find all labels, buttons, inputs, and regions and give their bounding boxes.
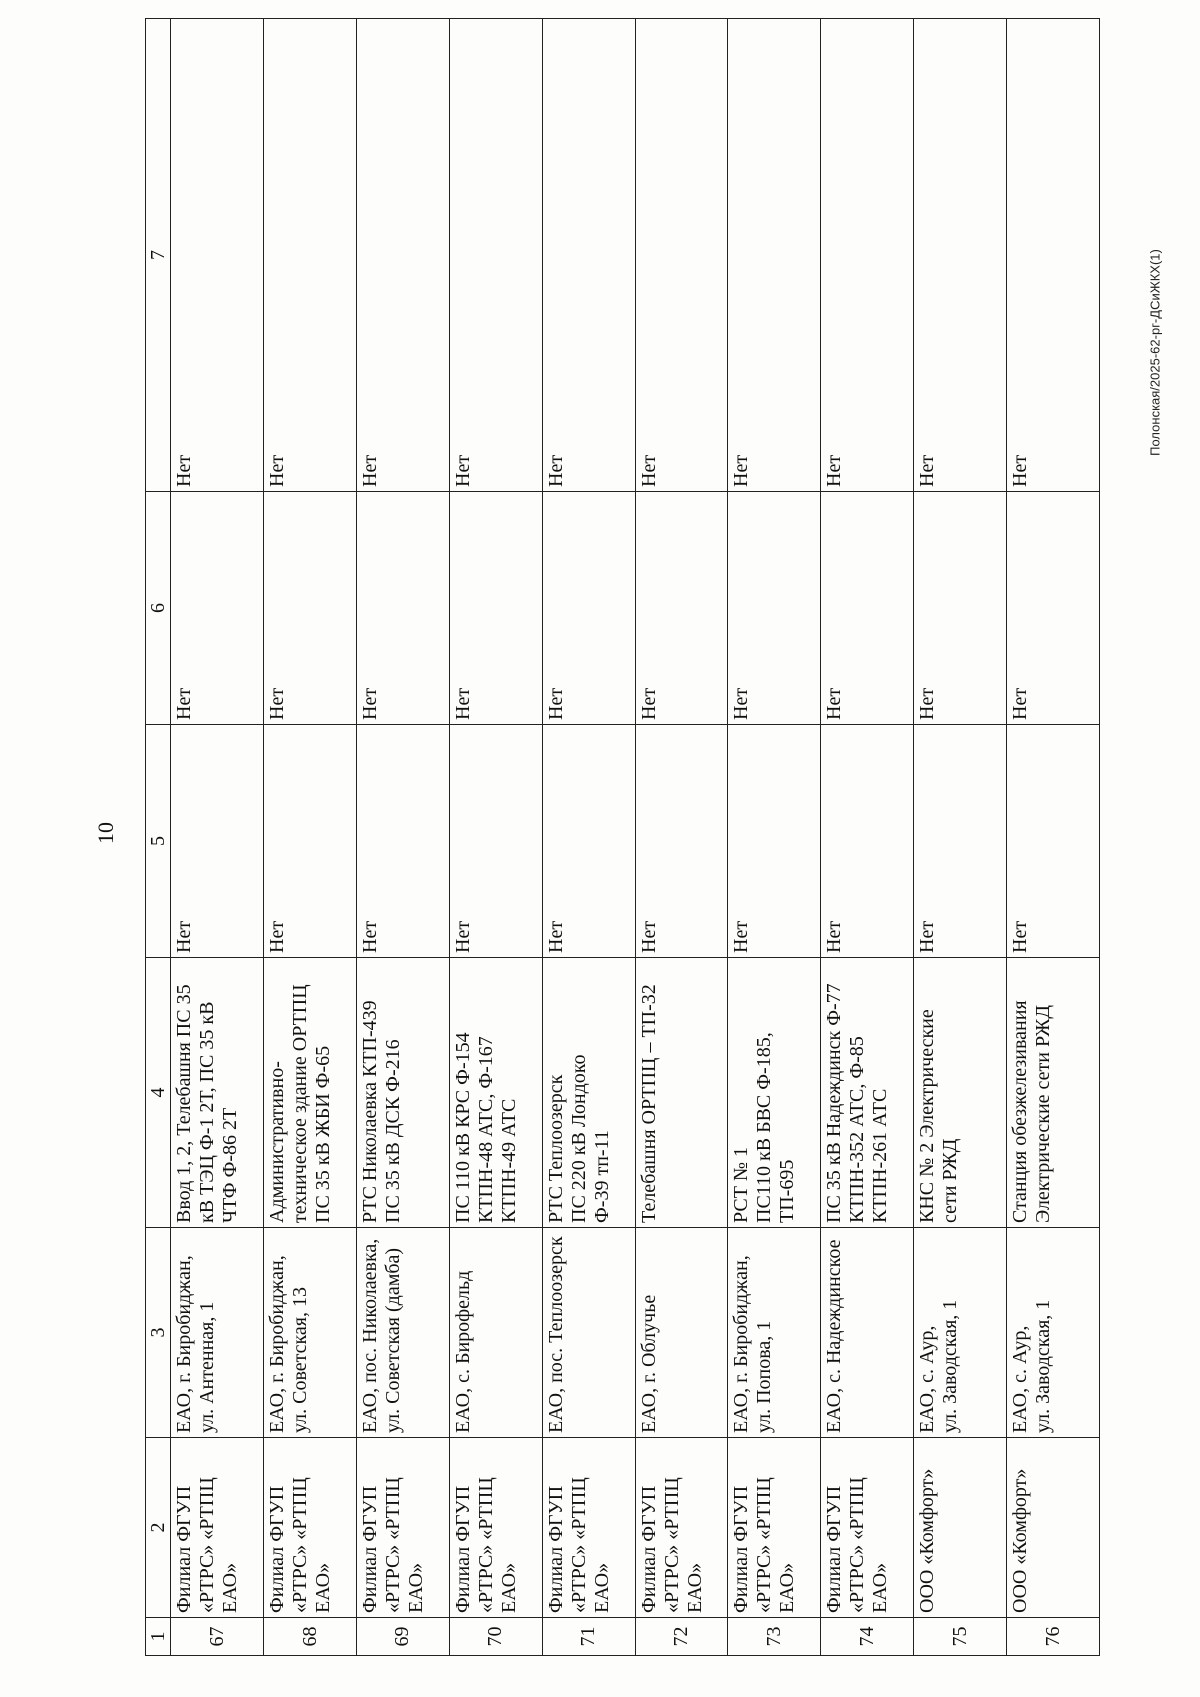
value-cell: Нет: [542, 19, 635, 492]
value-cell: Нет: [1007, 19, 1100, 492]
row-number: 74: [821, 1618, 914, 1656]
value-cell: Нет: [264, 19, 357, 492]
table-row: [357, 19, 450, 1656]
row-number: 67: [171, 1618, 264, 1656]
address-cell: ЕАО, г. Биробиджан, ул. Антенная, 1: [171, 1228, 264, 1438]
table-row: [171, 19, 264, 1656]
value-cell: Нет: [914, 492, 1007, 725]
page-number: 10: [93, 822, 118, 844]
object-cell: РТС Теплоозерск ПС 220 кВ Лондоко Ф-39 тп-11: [542, 958, 635, 1228]
table-row: [542, 19, 635, 1656]
organization-cell: Филиал ФГУП «РТРС» «РТПЦ ЕАО»: [449, 1438, 542, 1618]
value-cell: Нет: [728, 725, 821, 958]
address-cell: ЕАО, с. Бирофельд: [449, 1228, 542, 1438]
value-cell: Нет: [357, 725, 450, 958]
value-cell: Нет: [635, 492, 728, 725]
organization-cell: Филиал ФГУП «РТРС» «РТПЦ ЕАО»: [728, 1438, 821, 1618]
row-number: 70: [449, 1618, 542, 1656]
organization-cell: Филиал ФГУП «РТРС» «РТПЦ ЕАО»: [264, 1438, 357, 1618]
address-cell: ЕАО, пос. Николаевка, ул. Советская (дамба): [357, 1228, 450, 1438]
table-row: [1007, 19, 1100, 1656]
value-cell: Нет: [449, 725, 542, 958]
row-number: 72: [635, 1618, 728, 1656]
column-header: 1: [146, 1618, 171, 1656]
organization-cell: Филиал ФГУП «РТРС» «РТПЦ ЕАО»: [635, 1438, 728, 1618]
column-header: 4: [146, 958, 171, 1228]
organization-cell: ООО «Комфорт»: [1007, 1438, 1100, 1618]
table-row: [264, 19, 357, 1656]
object-cell: ПС 110 кВ КРС Ф-154 КТПН-48 АТС, Ф-167 КТПН-49 АТС: [449, 958, 542, 1228]
object-cell: Станция обезжелезивания Электрические сети РЖД: [1007, 958, 1100, 1228]
table-row: [914, 19, 1007, 1656]
value-cell: Нет: [542, 492, 635, 725]
object-cell: Ввод 1, 2, Телебашня ПС 35 кВ ТЭЦ Ф-1 2Т, ПС 35 кВ ЧТФ Ф-86 2Т: [171, 958, 264, 1228]
object-cell: РСТ № 1 ПС110 кВ БВС Ф-185, ТП-695: [728, 958, 821, 1228]
value-cell: Нет: [914, 725, 1007, 958]
row-number: 73: [728, 1618, 821, 1656]
value-cell: Нет: [264, 725, 357, 958]
value-cell: Нет: [728, 492, 821, 725]
value-cell: Нет: [264, 492, 357, 725]
address-cell: ЕАО, с. Аур, ул. Заводская, 1: [914, 1228, 1007, 1438]
column-header: 6: [146, 492, 171, 725]
value-cell: Нет: [821, 19, 914, 492]
table-row: [821, 19, 914, 1656]
row-number: 69: [357, 1618, 450, 1656]
column-header: 7: [146, 19, 171, 492]
column-header: 5: [146, 725, 171, 958]
value-cell: Нет: [821, 725, 914, 958]
table-row: [449, 19, 542, 1656]
address-cell: ЕАО, с. Надеждинское: [821, 1228, 914, 1438]
address-cell: ЕАО, г. Биробиджан, ул. Советская, 13: [264, 1228, 357, 1438]
value-cell: Нет: [821, 492, 914, 725]
document-footer-code: Полонская/2025-62-рг-ДСиЖКХ(1): [1147, 249, 1163, 456]
object-cell: ПС 35 кВ Надеждинск Ф-77 КТПН-352 АТС, Ф-85 КТПН-261 АТС: [821, 958, 914, 1228]
value-cell: Нет: [1007, 725, 1100, 958]
value-cell: Нет: [914, 19, 1007, 492]
table-row: [728, 19, 821, 1656]
table-row: [635, 19, 728, 1656]
row-number: 75: [914, 1618, 1007, 1656]
value-cell: Нет: [171, 492, 264, 725]
column-header: 3: [146, 1228, 171, 1438]
column-header: 2: [146, 1438, 171, 1618]
value-cell: Нет: [635, 19, 728, 492]
row-number: 76: [1007, 1618, 1100, 1656]
value-cell: Нет: [1007, 492, 1100, 725]
object-cell: Административно- техническое здание ОРТПЦ ПС 35 кВ ЖБИ Ф-65: [264, 958, 357, 1228]
address-cell: ЕАО, г. Биробиджан, ул. Попова, 1: [728, 1228, 821, 1438]
object-cell: РТС Николаевка КТП-439 ПС 35 кВ ДСК Ф-216: [357, 958, 450, 1228]
organization-cell: Филиал ФГУП «РТРС» «РТПЦ ЕАО»: [357, 1438, 450, 1618]
value-cell: Нет: [635, 725, 728, 958]
organization-cell: Филиал ФГУП «РТРС» «РТПЦ ЕАО»: [542, 1438, 635, 1618]
organization-cell: Филиал ФГУП «РТРС» «РТПЦ ЕАО»: [821, 1438, 914, 1618]
address-cell: ЕАО, с. Аур, ул. Заводская, 1: [1007, 1228, 1100, 1438]
value-cell: Нет: [171, 19, 264, 492]
header-row: [146, 19, 171, 1656]
value-cell: Нет: [357, 492, 450, 725]
table-container: [145, 19, 1100, 1656]
value-cell: Нет: [171, 725, 264, 958]
object-cell: Телебашня ОРТПЦ – ТП-32: [635, 958, 728, 1228]
value-cell: Нет: [449, 492, 542, 725]
object-cell: КНС № 2 Электрические сети РЖД: [914, 958, 1007, 1228]
value-cell: Нет: [542, 725, 635, 958]
address-cell: ЕАО, г. Облучье: [635, 1228, 728, 1438]
row-number: 68: [264, 1618, 357, 1656]
value-cell: Нет: [728, 19, 821, 492]
organization-cell: ООО «Комфорт»: [914, 1438, 1007, 1618]
organization-cell: Филиал ФГУП «РТРС» «РТПЦ ЕАО»: [171, 1438, 264, 1618]
address-cell: ЕАО, пос. Теплоозерск: [542, 1228, 635, 1438]
value-cell: Нет: [357, 19, 450, 492]
row-number: 71: [542, 1618, 635, 1656]
data-table: [145, 18, 1100, 1656]
value-cell: Нет: [449, 19, 542, 492]
